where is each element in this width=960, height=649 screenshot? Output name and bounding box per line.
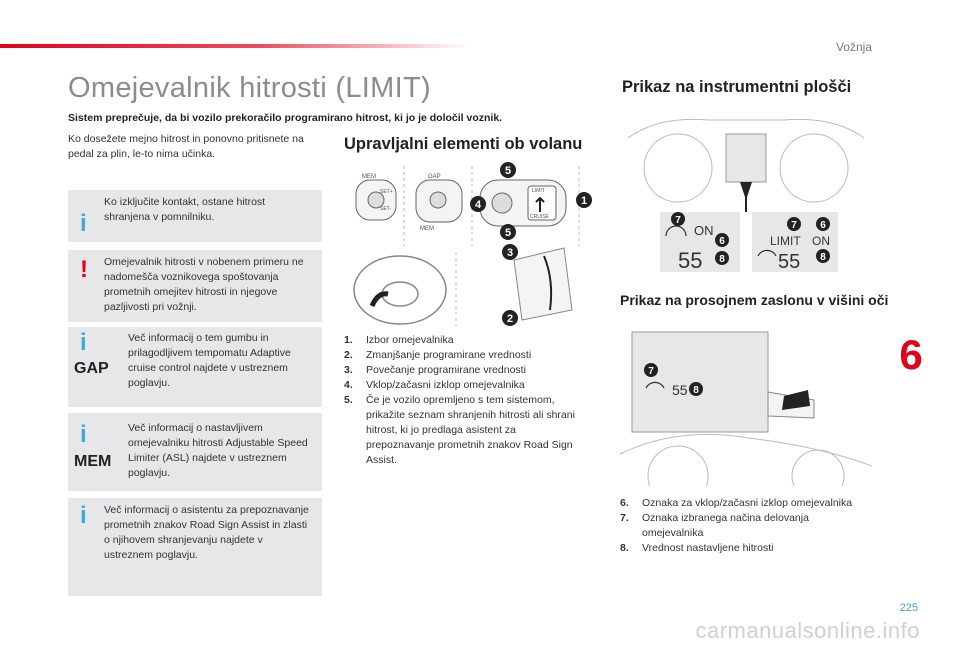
list-item: 8. Vrednost nastavljene hitrosti (620, 542, 774, 554)
svg-text:7: 7 (648, 366, 654, 377)
svg-text:MEM: MEM (420, 226, 434, 232)
list-item: 6. Oznaka za vklop/začasni izklop omejevalnika (620, 497, 853, 509)
svg-text:6: 6 (820, 220, 826, 231)
hud-heading: Prikaz na prosojnem zaslonu v višini oči (620, 292, 889, 308)
svg-text:7: 7 (791, 220, 797, 231)
stalk-side-view (514, 248, 572, 320)
svg-text:5: 5 (504, 227, 512, 239)
note-text: Ko izključite kontakt, ostane hitrost shranjena v pomnilniku. (104, 196, 266, 223)
list-item: 1. Izbor omejevalnika (344, 334, 454, 346)
svg-text:7: 7 (675, 215, 681, 226)
steering-controls-diagram (344, 160, 604, 330)
instrument-panel-diagram (618, 108, 874, 278)
list-item: 4. Vklop/začasni izklop omejevalnika (344, 379, 525, 391)
controls-heading: Upravljalni elementi ob volanu (344, 135, 583, 153)
note-text: Omejevalnik hitrosti v nobenem primeru ne nadomešča voznikovega spoštovanja prometnih omejitev hitrosti in njegove pazljivosti pri vožnji. (104, 256, 304, 313)
controls-list (344, 333, 584, 468)
svg-text:8: 8 (820, 252, 826, 263)
note-road-sign (68, 498, 322, 596)
svg-text:3: 3 (506, 247, 514, 259)
warning-icon: ! (80, 256, 88, 283)
svg-text:1: 1 (580, 195, 588, 207)
info-icon: i (80, 421, 87, 448)
chapter-tab: 6 (899, 331, 923, 378)
gap-badge: GAP (74, 360, 109, 377)
intro-paragraph: Ko dosežete mejno hitrost in ponovno pritisnete na pedal za plin, le-to nima učinka. (68, 133, 304, 160)
svg-text:55: 55 (672, 382, 688, 398)
hud-display (632, 332, 768, 432)
list-item: 3. Povečanje programirane vrednosti (344, 364, 526, 376)
note-mem (68, 413, 322, 491)
info-icon: i (80, 329, 87, 356)
hud-diagram (618, 326, 874, 486)
svg-text:8: 8 (719, 254, 725, 265)
svg-text:GAP: GAP (428, 174, 441, 180)
mem-badge: MEM (74, 453, 112, 470)
info-icon: i (80, 210, 87, 237)
dashboard-heading: Prikaz na instrumentni plošči (622, 78, 852, 96)
note-text: Več informacij o asistentu za prepoznavanje prometnih znakov Road Sign Assist in zlasti o njihovem shranjevanju najdete v ustreznem poglavju. (104, 504, 309, 561)
svg-text:5: 5 (504, 165, 512, 177)
svg-text:ON: ON (694, 223, 714, 238)
note-text: Več informacij o nastavljivem omejevalniku hitrosti Adjustable Speed Limiter (ASL) najdete v ustreznem poglavju. (128, 422, 308, 479)
hud-legend-list (620, 496, 860, 556)
note-gap (68, 327, 322, 407)
svg-text:CRUISE: CRUISE (530, 214, 549, 220)
list-item: 2. Zmanjšanje programirane vrednosti (344, 349, 532, 361)
note-warning (68, 250, 322, 322)
note-text: Več informacij o tem gumbu in prilagodljivem tempomatu Adaptive cruise control najdete v ustreznem poglavju. (128, 332, 291, 389)
info-icon: i (80, 502, 87, 529)
svg-text:55: 55 (778, 251, 801, 273)
svg-text:SET+: SET+ (380, 189, 393, 195)
svg-text:SET-: SET- (380, 206, 392, 212)
page-subtitle: Sistem preprečuje, da bi vozilo prekoračilo programirano hitrost, ki jo je določil voznik. (68, 112, 503, 124)
header-accent-bar (0, 44, 470, 48)
page-number: 225 (899, 602, 918, 614)
svg-text:4: 4 (474, 199, 482, 211)
svg-text:LIMIT: LIMIT (532, 188, 545, 194)
svg-text:55: 55 (678, 248, 703, 273)
svg-text:2: 2 (506, 313, 514, 325)
svg-text:8: 8 (693, 385, 699, 396)
page-title: Omejevalnik hitrosti (LIMIT) (68, 72, 431, 104)
list-item: 7. Oznaka izbranega načina delovanja omejevalnika (620, 512, 809, 539)
svg-text:LIMIT: LIMIT (770, 234, 801, 248)
section-name: Vožnja (835, 40, 872, 54)
stalk-right (480, 180, 566, 226)
note-memory (68, 190, 322, 242)
svg-text:ON: ON (812, 234, 830, 248)
list-item: 5. Če je vozilo opremljeno s tem sistemom, prikažite seznam shranjenih hitrosti ali shrani hitrost, ki jo predlaga asistent za prepoznavanje prometnih znakov Road Sign Assist. (344, 394, 575, 466)
watermark: carmanualsonline.info (695, 618, 920, 643)
stalk-label: MEM (362, 174, 376, 180)
svg-text:6: 6 (719, 236, 725, 247)
